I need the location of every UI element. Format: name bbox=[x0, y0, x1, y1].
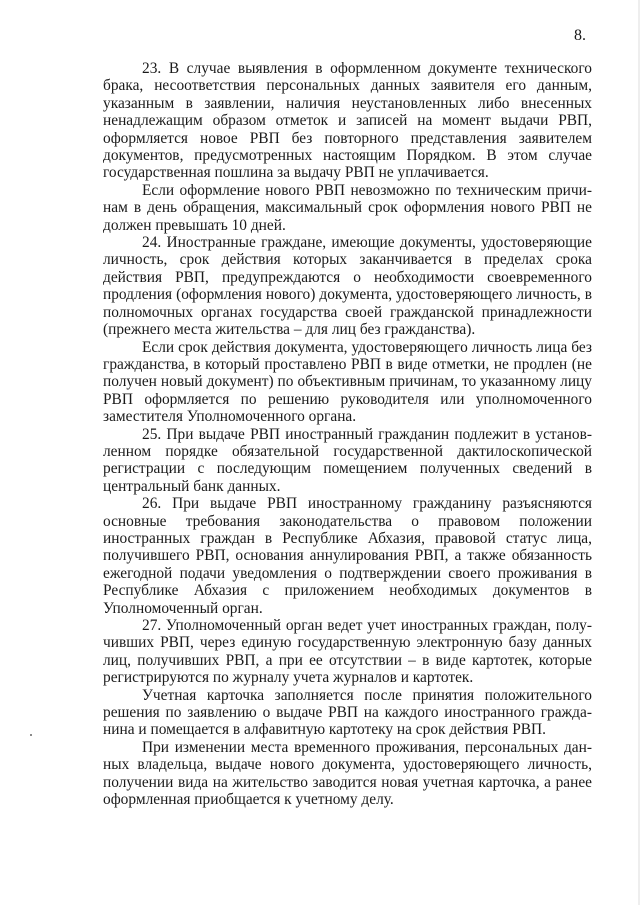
paragraph-24-continuation: Если срок действия документа, удостоверяющего личность лица без гражданства, в который проставлено РВП в виде отметки, не продлен (не получен новый документ) по объективным причинам, то указанному лицу РВП оформляется по решению руководителя или уполномоченного заместителя Уполномоченного органа. bbox=[103, 338, 592, 426]
document-body bbox=[103, 60, 592, 808]
page-number: 8. bbox=[574, 27, 586, 44]
paragraph-26: 26. При выдаче РВП иностранному гражданину разъясняются основные требования законодательства о правовом положении иностранных граждан в Республике Абхазия, правовой статус лица, получившего РВП, основания аннулирования РВП, а также обязанность ежегодной подачи уведомления о подтверждении своего проживания в Республике Абхазия с приложением необходимых документов в Уполномоченный орган. bbox=[103, 495, 592, 617]
paragraph-27-record-card: Учетная карточка заполняется после принятия положительного решения по заявлению о выдаче РВП на каждого иностранного гражданина и помещается в алфавитную картотеку на срок действия РВП. bbox=[103, 686, 592, 739]
paragraph-27-changes: При изменении места временного проживания, персональных данных владельца, выдаче нового документа, удостоверяющего личность, получении вида на жительство заводится новая учетная карточка, а ранее оформленная приобщается к учетному делу. bbox=[103, 738, 592, 809]
paragraph-24: 24. Иностранные граждане, имеющие документы, удостоверяющие личность, срок действия которых заканчивается в пределах срока действия РВП, предупреждаются о необходимости своевременного продления (оформления нового) документа, удостоверяющего личность, в полномочных органах государства своей гражданской принадлежности (прежнего места жительства – для лиц без гражданства). bbox=[103, 234, 592, 339]
paragraph-23: 23. В случае выявления в оформленном документе технического брака, несоответствия персональных данных заявителя его данным, указанным в заявлении, наличия неустановленных либо внесенных ненадлежащим образом отметок и записей на момент выдачи РВП, оформляется новое РВП без повторного представления заявителем документов, предусмотренных настоящим Порядком. В этом случае государственная пошлина за выдачу РВП не уплачивается. bbox=[103, 60, 592, 182]
paragraph-27: 27. Уполномоченный орган ведет учет иностранных граждан, получивших РВП, через единую государственную электронную базу данных лиц, получивших РВП, а при ее отсутствии – в виде картотек, которые регистрируются по журналу учета журналов и картотек. bbox=[103, 617, 592, 687]
scan-speck bbox=[30, 734, 32, 736]
paragraph-23-continuation: Если оформление нового РВП невозможно по техническим причинам в день обращения, максимальный срок оформления нового РВП не должен превышать 10 дней. bbox=[103, 181, 592, 234]
paragraph-25: 25. При выдаче РВП иностранный гражданин подлежит в установленном порядке обязательной государственной дактилоскопической регистрации с последующим помещением полученных сведений в центральный банк данных. bbox=[103, 425, 592, 495]
